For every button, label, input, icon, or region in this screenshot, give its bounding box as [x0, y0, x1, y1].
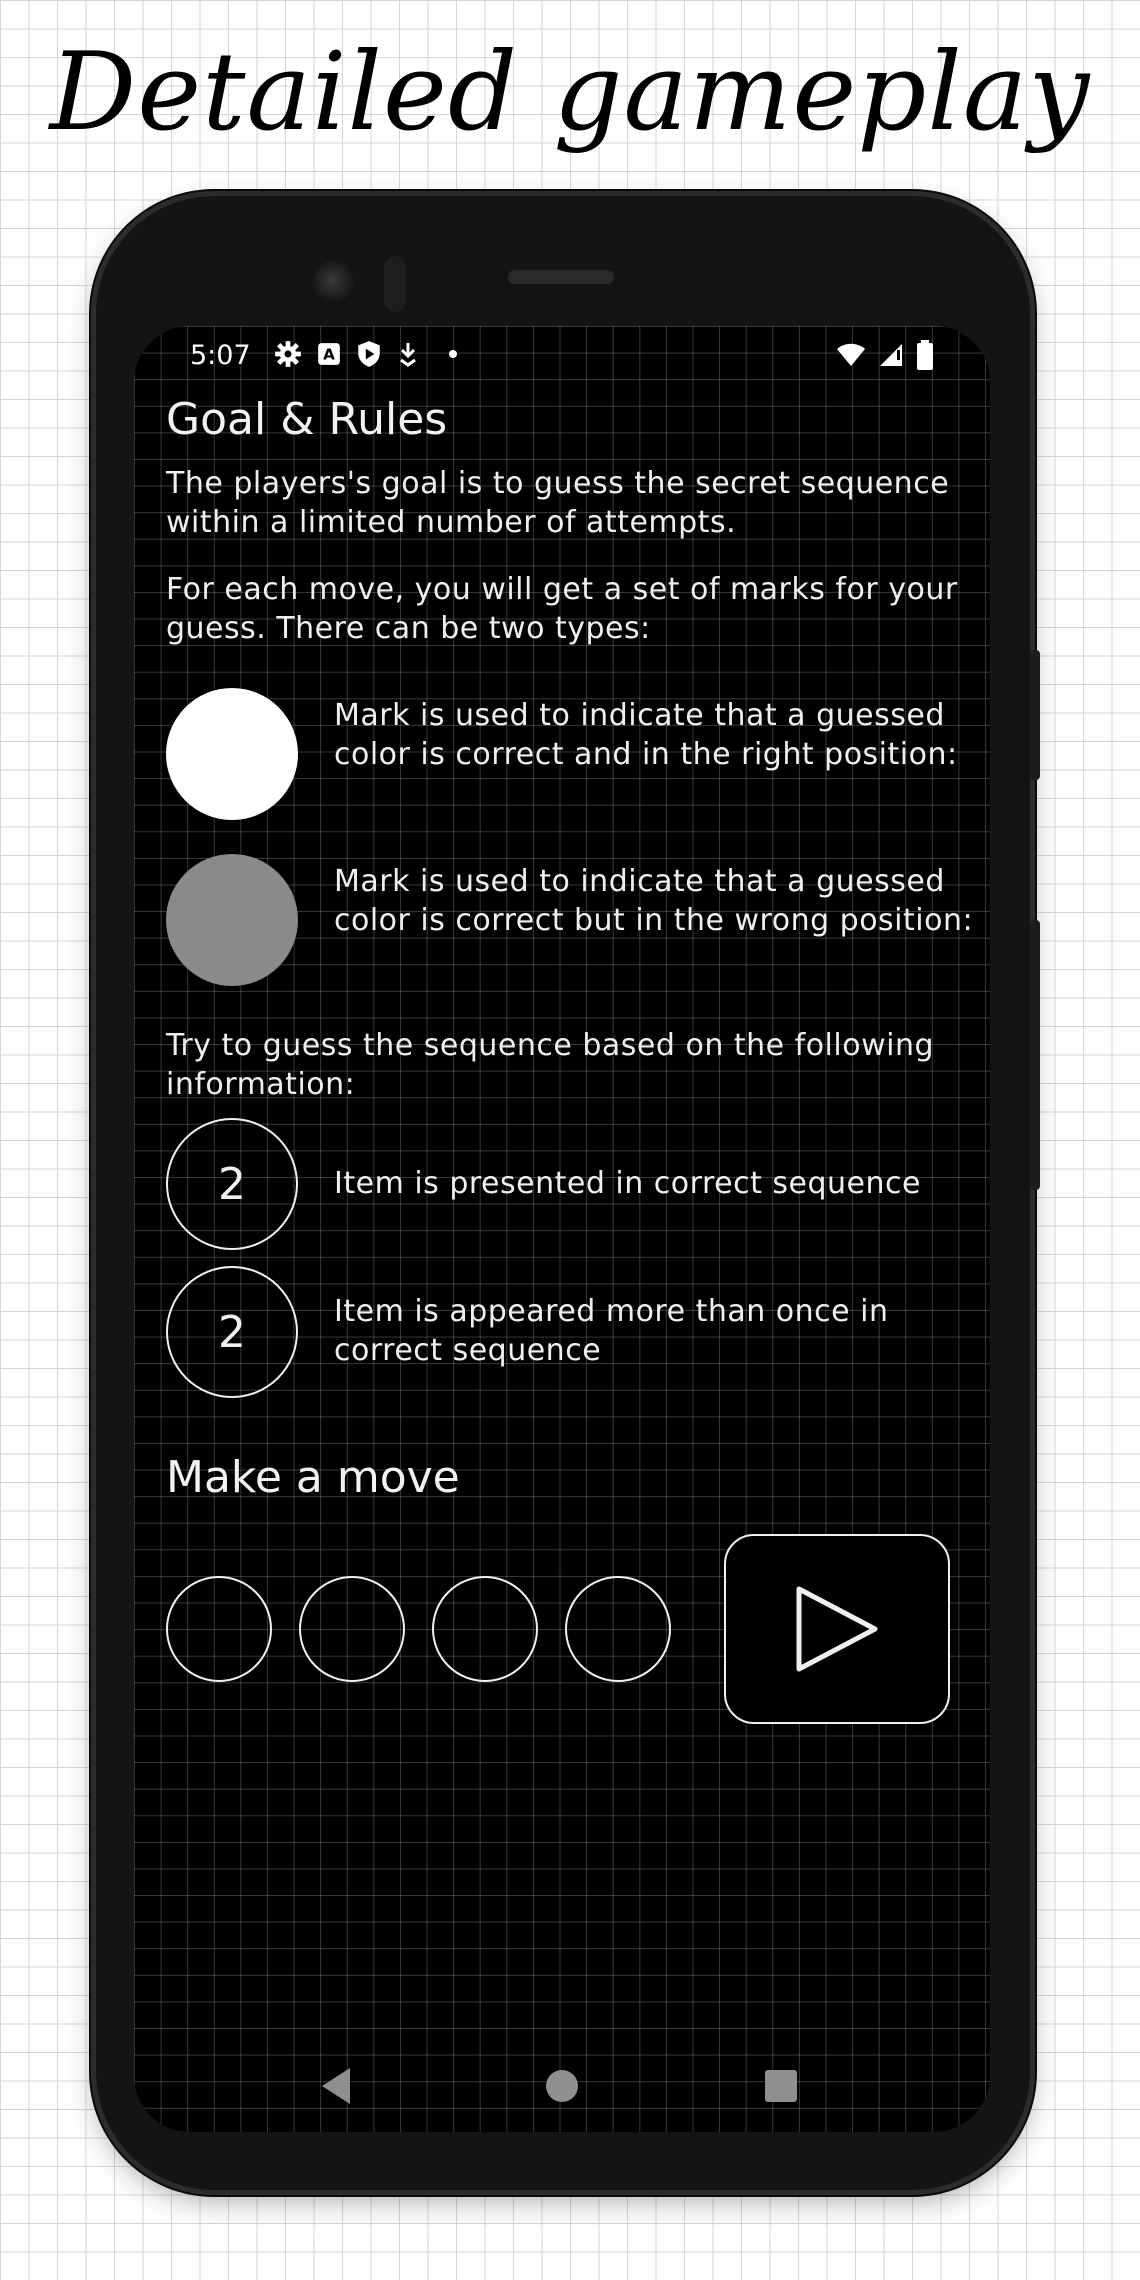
status-time: 5:07 — [190, 340, 251, 371]
play-icon — [789, 1581, 885, 1677]
info-repeated-text: Item is appeared more than once in correct sequence — [334, 1294, 889, 1368]
earpiece-speaker — [508, 270, 614, 284]
gear-icon — [274, 340, 302, 368]
guess-slot-3[interactable] — [432, 1576, 538, 1682]
mark-correct-position-text: Mark is used to indicate that a guessed color is correct and in the right position: — [334, 698, 958, 772]
app-screen — [134, 326, 990, 2132]
signal-icon — [878, 342, 904, 368]
shield-play-icon — [356, 340, 382, 368]
recents-square-icon[interactable] — [764, 2069, 798, 2103]
navigation-bar — [134, 2056, 990, 2116]
proximity-sensor — [384, 256, 406, 312]
volume-button — [1030, 920, 1040, 1190]
marks-intro: For each move, you will get a set of marks for your guess. There can be two types: — [166, 572, 958, 646]
move-title: Make a move — [166, 1452, 460, 1503]
power-button — [1030, 650, 1040, 780]
front-camera — [312, 260, 358, 306]
guess-slot-1[interactable] — [166, 1576, 272, 1682]
headline: Detailed gameplay — [49, 30, 1091, 155]
mark-wrong-position-text: Mark is used to indicate that a guessed color is correct but in the wrong position: — [334, 864, 974, 938]
dot-icon — [446, 347, 460, 361]
rules-title: Goal & Rules — [166, 394, 448, 445]
wifi-icon — [836, 342, 866, 368]
status-bar — [134, 326, 990, 382]
guess-slot-2[interactable] — [299, 1576, 405, 1682]
info-intro: Try to guess the sequence based on the following information: — [166, 1028, 935, 1102]
back-triangle-icon[interactable] — [318, 2066, 354, 2106]
guess-slot-4[interactable] — [565, 1576, 671, 1682]
rules-intro: The players's goal is to guess the secret sequence within a limited number of attempts. — [166, 466, 950, 540]
mark-correct-position — [166, 688, 298, 820]
battery-icon — [916, 340, 934, 370]
home-circle-icon[interactable] — [544, 2068, 580, 2104]
status-right-icons — [836, 340, 934, 370]
submit-move-button[interactable] — [724, 1534, 950, 1724]
info-number-repeated: 2 — [166, 1266, 298, 1398]
info-number-present: 2 — [166, 1118, 298, 1250]
status-left-icons — [274, 340, 460, 368]
font-a-icon — [316, 341, 342, 367]
mark-wrong-position — [166, 854, 298, 986]
svg-text:A: A — [323, 345, 335, 364]
info-present-text: Item is presented in correct sequence — [334, 1166, 921, 1201]
download-icon — [396, 341, 420, 367]
